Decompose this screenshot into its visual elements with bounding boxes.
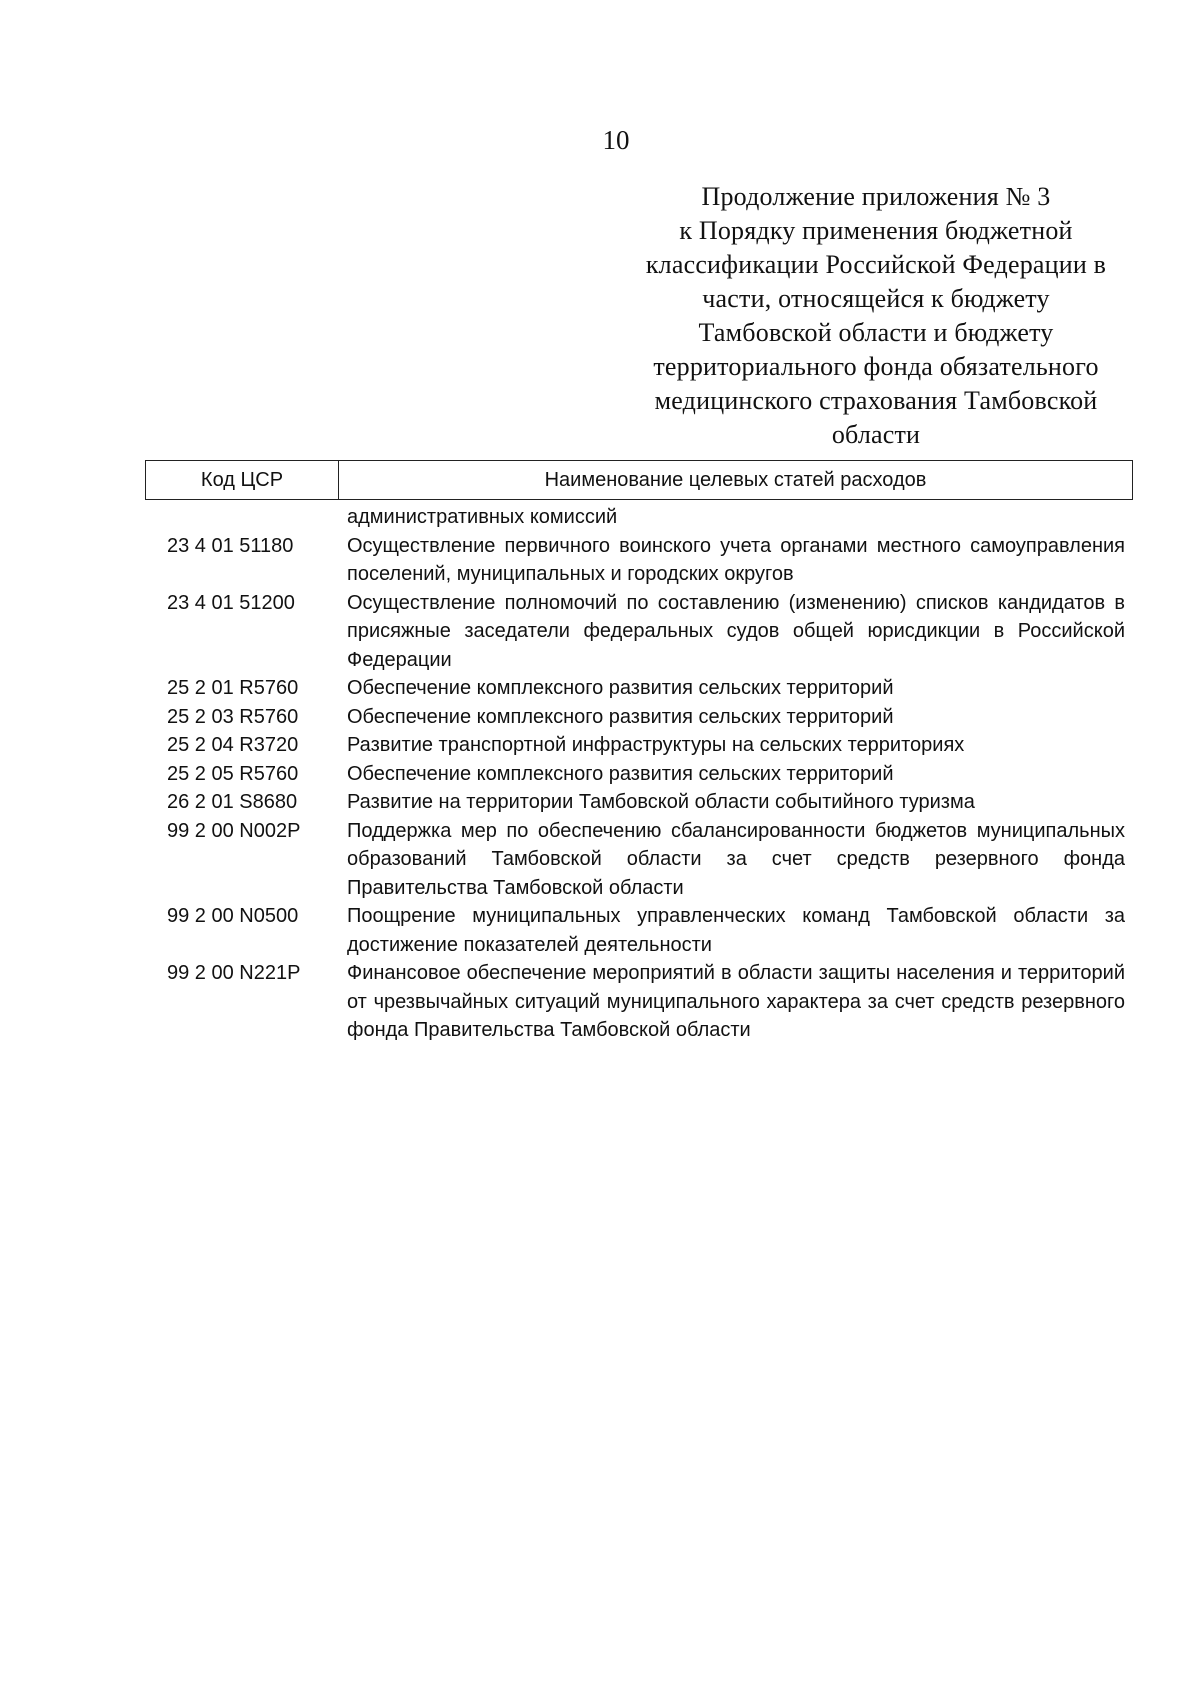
row-name: Развитие на территории Тамбовской области событийного туризма bbox=[347, 791, 975, 813]
table-row bbox=[145, 674, 1133, 703]
table-row bbox=[145, 902, 1133, 959]
table-row bbox=[145, 760, 1133, 789]
column-header-code: Код ЦСР bbox=[146, 461, 339, 499]
table-row bbox=[145, 788, 1133, 817]
row-name: административных комиссий bbox=[347, 506, 618, 528]
appendix-header-line: Тамбовской области и бюджету bbox=[698, 318, 1054, 347]
table-row bbox=[145, 503, 1133, 532]
row-name: Поощрение муниципальных управленческих команд Тамбовской области за достижение показателей деятельности bbox=[347, 905, 1125, 956]
table-row bbox=[145, 817, 1133, 903]
row-name: Финансовое обеспечение мероприятий в области защиты населения и территорий от чрезвычайных ситуаций муниципального характера за счет средств резервного фонда Правительства Тамбовской области bbox=[347, 962, 1125, 1041]
appendix-header bbox=[620, 180, 1132, 452]
appendix-header-line: области bbox=[831, 420, 921, 449]
row-code: 25 2 05 R5760 bbox=[167, 762, 299, 785]
page-number: 10 bbox=[602, 125, 630, 155]
row-name: Осуществление полномочий по составлению (изменению) списков кандидатов в присяжные заседатели федеральных судов общей юрисдикции в Российской Федерации bbox=[347, 591, 1125, 671]
row-code: 25 2 04 R3720 bbox=[167, 734, 299, 756]
column-header-name: Наименование целевых статей расходов bbox=[544, 468, 927, 491]
row-code: 23 4 01 51180 bbox=[167, 534, 294, 557]
appendix-header-line: территориального фонда обязательного bbox=[653, 352, 1099, 381]
row-code: 23 4 01 51200 bbox=[167, 591, 295, 614]
table-row bbox=[145, 589, 1133, 675]
row-code: 25 2 01 R5760 bbox=[167, 677, 299, 699]
row-code: 26 2 01 S8680 bbox=[167, 791, 298, 813]
table-row bbox=[145, 959, 1133, 1045]
appendix-header-line: классификации Российской Федерации в bbox=[645, 250, 1107, 279]
table-row bbox=[145, 703, 1133, 732]
appendix-header-line: части, относящейся к бюджету bbox=[702, 284, 1050, 313]
appendix-header-line: к Порядку применения бюджетной bbox=[679, 216, 1073, 245]
table-body bbox=[145, 503, 1133, 1045]
appendix-header-line: медицинского страхования Тамбовской bbox=[654, 386, 1098, 415]
row-code: 99 2 00 N221P bbox=[167, 962, 301, 984]
table-header bbox=[145, 460, 1133, 500]
row-code: 25 2 03 R5760 bbox=[167, 705, 299, 728]
row-code: 99 2 00 N0500 bbox=[167, 905, 299, 927]
table-row bbox=[145, 532, 1133, 589]
row-name: Развитие транспортной инфраструктуры на сельских территориях bbox=[347, 734, 965, 756]
row-name: Обеспечение комплексного развития сельских территорий bbox=[347, 762, 894, 785]
row-code: 99 2 00 N002P bbox=[167, 819, 301, 842]
row-name: Обеспечение комплексного развития сельских территорий bbox=[347, 705, 894, 728]
appendix-header-line: Продолжение приложения № 3 bbox=[701, 182, 1051, 211]
row-name: Поддержка мер по обеспечению сбалансированности бюджетов муниципальных образований Тамбовской области за счет средств резервного фонда Правительства Тамбовской области bbox=[347, 819, 1125, 899]
table-row bbox=[145, 731, 1133, 760]
row-name: Обеспечение комплексного развития сельских территорий bbox=[347, 677, 894, 699]
row-name: Осуществление первичного воинского учета органами местного самоуправления поселений, муниципальных и городских округов bbox=[347, 534, 1125, 585]
